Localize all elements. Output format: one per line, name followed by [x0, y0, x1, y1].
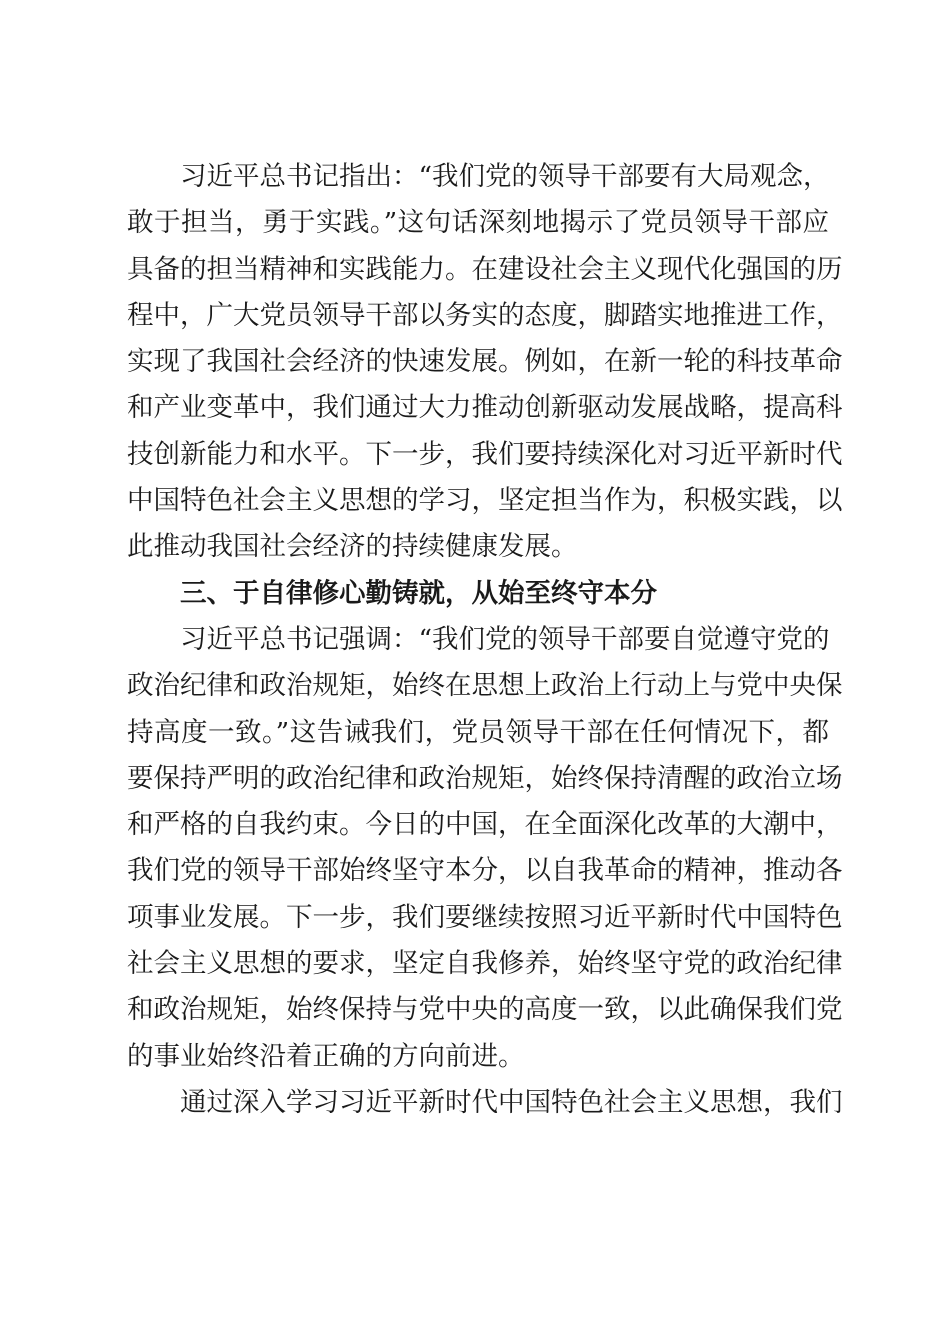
text-line: 的事业始终沿着正确的方向前进。	[127, 1040, 525, 1072]
text-line: 此推动我国社会经济的持续健康发展。	[127, 531, 578, 563]
text-line: 习近平总书记指出：“我们党的领导干部要有大局观念，	[180, 161, 830, 192]
text-line: 和政治规矩，始终保持与党中央的高度一致，以此确保我们党	[127, 994, 843, 1026]
text-line: 和产业变革中，我们通过大力推动创新驱动发展战略，提高科	[127, 392, 843, 424]
text-line: 通过深入学习习近平新时代中国特色社会主义思想，我们	[180, 1086, 843, 1118]
text-line: 习近平总书记强调：“我们党的领导干部要自觉遵守党的	[180, 623, 830, 655]
paragraph-1	[127, 154, 843, 571]
section-heading: 三、于自律修心勤铸就，从始至终守本分	[180, 577, 657, 609]
text-line: 敢于担当，勇于实践。”这句话深刻地揭示了党员领导干部应	[127, 207, 829, 239]
text-line: 持高度一致。”这告诫我们，党员领导干部在任何情况下，都	[127, 716, 829, 748]
text-line: 中国特色社会主义思想的学习，坚定担当作为，积极实践，以	[127, 485, 843, 517]
text-line: 社会主义思想的要求，坚定自我修养，始终坚守党的政治纪律	[127, 948, 843, 980]
text-line: 具备的担当精神和实践能力。在建设社会主义现代化强国的历	[127, 253, 843, 285]
text-line: 实现了我国社会经济的快速发展。例如，在新一轮的科技革命	[127, 346, 843, 378]
text-line: 和严格的自我约束。今日的中国，在全面深化改革的大潮中，	[127, 809, 843, 841]
text-line: 要保持严明的政治纪律和政治规矩，始终保持清醒的政治立场	[127, 762, 843, 794]
text-line: 我们党的领导干部始终坚守本分，以自我革命的精神，推动各	[127, 855, 843, 887]
text-line: 项事业发展。下一步，我们要继续按照习近平新时代中国特色	[127, 901, 843, 933]
paragraph-3	[127, 1080, 843, 1126]
document-body	[127, 154, 843, 1126]
text-line: 程中，广大党员领导干部以务实的态度，脚踏实地推进工作，	[127, 299, 843, 331]
text-line: 技创新能力和水平。下一步，我们要持续深化对习近平新时代	[127, 438, 843, 470]
text-line: 政治纪律和政治规矩，始终在思想上政治上行动上与党中央保	[127, 670, 843, 702]
paragraph-2	[127, 617, 843, 1080]
